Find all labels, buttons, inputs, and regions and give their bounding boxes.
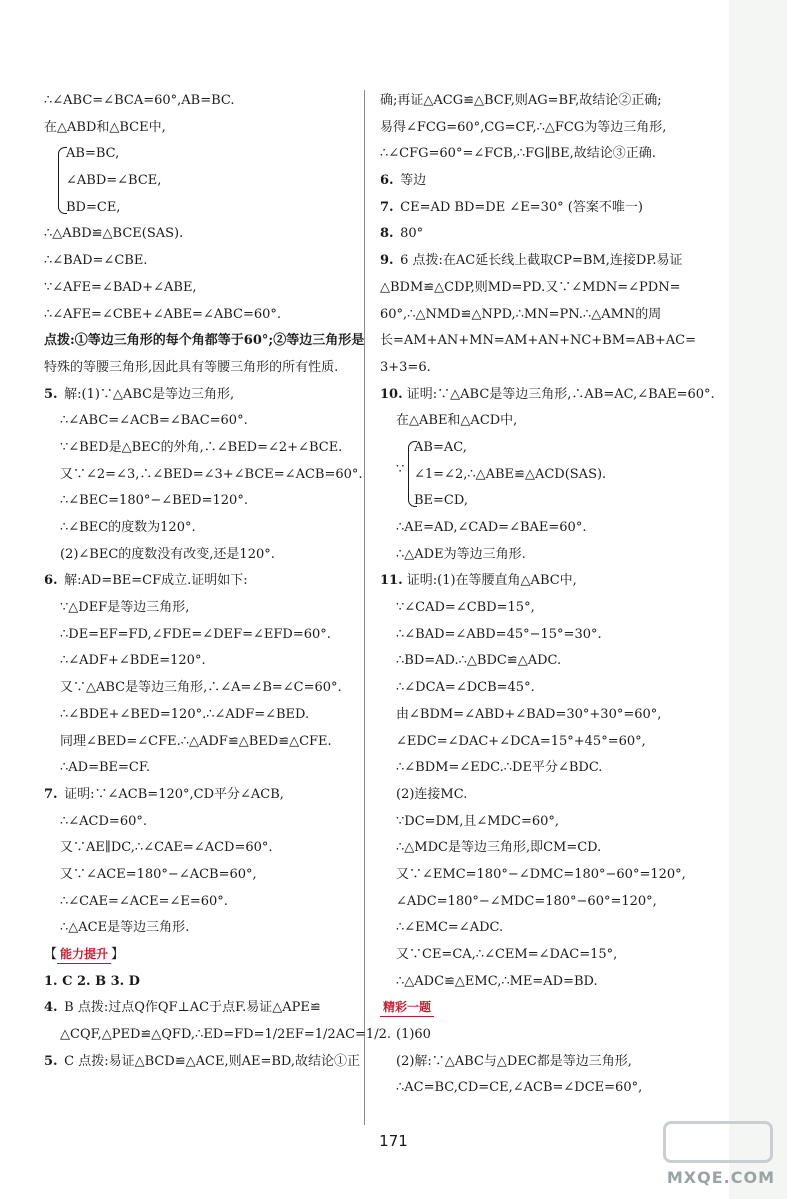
watermark-logo (663, 1123, 783, 1193)
question-7: 7. 证明:∵∠ACB=120°,CD平分∠ACB, (44, 782, 374, 807)
question-6: 6. 解:AD=BE=CF成立.证明如下: (44, 568, 374, 593)
section-header (380, 995, 725, 1020)
question-5b: 5. C 点拨:易证△BCD≌△ACE,则AE=BD,故结论①正 (44, 1049, 374, 1074)
text-line: ∴∠ACD=60°. (60, 813, 147, 829)
text-line: ∴∠BDE+∠BED=120°.∴∠ADF=∠BED. (60, 706, 310, 722)
text-line: ∴∠CFG=60°=∠FCB,∴FG∥BE,故结论③正确. (380, 146, 656, 162)
equation-system (44, 141, 374, 219)
text-line: (2)连接MC. (396, 786, 468, 802)
question-number: 11. (380, 573, 403, 589)
text-line: ∴DE=EF=FD,∠FDE=∠DEF=∠EFD=60°. (60, 626, 331, 642)
question-number: 9. (380, 253, 394, 269)
text-line: ∴△ACE是等边三角形. (60, 920, 190, 936)
text-line: ∴∠BEC=180°−∠BED=120°. (60, 493, 248, 509)
text-line: ∴∠BEC的度数为120°. (60, 520, 196, 535)
text-line: 在△ABE和△ACD中, (396, 413, 518, 429)
because-symbol: ∵ (396, 461, 405, 477)
text-line: 60°,∴△NMD≌△NPD,∴MN=PN.∴△AMN的周 (380, 306, 662, 322)
right-column (380, 88, 725, 1102)
text-line: ∴BD=AD.∴△BDC≌△ADC. (396, 653, 562, 669)
watermark-icon (663, 1121, 773, 1163)
text-line: ∴∠EMC=∠ADC. (396, 920, 504, 936)
text-line: 又∵∠ACE=180°−∠ACB=60°, (60, 866, 257, 882)
equation: AB=BC, (66, 146, 120, 162)
text-line: ∵△DEF是等边三角形, (60, 600, 190, 616)
text-line: ∵DC=DM,且∠MDC=60°, (396, 813, 560, 829)
text-line: △CQF,△PED≌△QFD,∴ED=FD=1/2EF=1/2AC=1/2. (60, 1027, 391, 1043)
equation-system (380, 435, 725, 513)
text-line: (1)60 (396, 1027, 431, 1043)
question-number: 7. (44, 786, 58, 802)
text-line: 同理∠BED=∠CFE.∴△ADF≌△BED≌△CFE. (60, 733, 332, 749)
text-line: 易得∠FCG=60°,CG=CF,∴△FCG为等边三角形, (380, 119, 667, 135)
question-5: 5. 解:(1)∵△ABC是等边三角形, (44, 382, 374, 407)
question-number: 7. (380, 199, 394, 215)
left-column (44, 88, 391, 1075)
text-line: (2)解:∵△ABC与△DEC都是等边三角形, (396, 1053, 632, 1069)
equation: AB=AC, (414, 439, 467, 455)
question-number: 5. (44, 1053, 58, 1069)
section-tag: 精彩一题 (380, 998, 434, 1017)
text-line: 由∠BDM=∠ABD+∠BAD=30°+30°=60°, (396, 706, 662, 722)
text-line: ∴∠BAD=∠CBE. (44, 253, 148, 269)
text-line: ∠ADC=180°−∠MDC=180°−60°=120°, (396, 893, 657, 909)
text-line: 3+3=6. (380, 359, 431, 375)
page-number: 171 (379, 1132, 408, 1150)
text-line: ∴AD=BE=CF. (60, 760, 150, 776)
text-line: 又∵AE∥DC,∴∠CAE=∠ACD=60°. (60, 840, 273, 856)
brace-icon (58, 147, 67, 213)
question-9: 9. 6 点拨:在AC延长线上截取CP=BM,连接DP.易证 (380, 248, 725, 273)
text-line: ∴△ADE为等边三角形. (396, 546, 526, 562)
text-line: ∴∠DCA=∠DCB=45°. (396, 680, 535, 696)
text-line: 又∵∠2=∠3,∴∠BED=∠3+∠BCE=∠ACB=60°. (60, 466, 363, 482)
text-line: ∵∠CAD=∠CBD=15°, (396, 600, 535, 616)
text-line: △BDM≌△CDP,则MD=PD.又∵∠MDN=∠PDN= (380, 279, 681, 295)
text-line: ∴∠AFE=∠CBE+∠ABE=∠ABC=60°. (44, 306, 282, 322)
section-header: 【 能力提升 】 (44, 947, 125, 962)
question-6: 6. 等边 (380, 168, 725, 193)
question-7: 7. CE=AD BD=DE ∠E=30° (答案不唯一) (380, 195, 725, 220)
text-line: 确;再证△ACG≌△BCF,则AG=BF,故结论②正确; (380, 93, 662, 108)
watermark-text: MXQE.COM (666, 1168, 775, 1187)
equation: ∠1=∠2,∴△ABE≌△ACD(SAS). (414, 466, 607, 482)
text-line: ∵∠BED是△BEC的外角,∴∠BED=∠2+∠BCE. (60, 439, 343, 455)
text-line: ∴AC=BC,CD=CE,∠ACB=∠DCE=60°, (396, 1080, 643, 1096)
text-line: ∴∠CAE=∠ACE=∠E=60°. (60, 893, 228, 909)
text-line: ∴△ABD≌△BCE(SAS). (44, 226, 184, 242)
text-line: 又∵∠EMC=180°−∠DMC=180°−60°=120°, (396, 866, 686, 882)
question-8: 8. 80° (380, 221, 725, 246)
brace-icon (408, 441, 417, 507)
text-line: ∴∠ABC=∠BCA=60°,AB=BC. (44, 93, 235, 108)
text-line: 又∵△ABC是等边三角形,∴∠A=∠B=∠C=60°. (60, 680, 342, 696)
text-line: 在△ABD和△BCE中, (44, 119, 166, 135)
text-line: ∵∠AFE=∠BAD+∠ABE, (44, 279, 197, 295)
text-line: ∴△MDC是等边三角形,即CM=CD. (396, 840, 602, 856)
hint-line: 特殊的等腰三角形,因此具有等腰三角形的所有性质. (44, 359, 339, 375)
question-number: 6. (44, 573, 58, 589)
question-number: 5. (44, 386, 58, 402)
text-line: ∴∠BAD=∠ABD=45°−15°=30°. (396, 626, 602, 642)
question-number: 10. (380, 386, 403, 402)
equation: ∠ABD=∠BCE, (66, 173, 162, 189)
section-tag: 能力提升 (57, 945, 111, 964)
equation: BD=CE, (66, 199, 121, 215)
page-edge-shadow (729, 0, 787, 1199)
text-line: 长=AM+AN+MN=AM+AN+NC+BM=AB+AC= (380, 333, 696, 349)
question-4: 4. B 点拨:过点Q作QF⊥AC于点F.易证△APE≌ (44, 995, 374, 1020)
text-line: ∴∠BDM=∠EDC.∴DE平分∠BDC. (396, 760, 603, 776)
question-10: 10. 证明:∵△ABC是等边三角形,∴AB=AC,∠BAE=60°. (380, 382, 725, 407)
question-number: 6. (380, 173, 394, 189)
question-number: 8. (380, 226, 394, 242)
text-line: ∠EDC=∠DAC+∠DCA=15°+45°=60°, (396, 733, 646, 749)
text-line: 又∵CE=CA,∴∠CEM=∠DAC=15°, (396, 947, 618, 962)
text-line: ∴△ADC≌△EMC,∴ME=AD=BD. (396, 973, 598, 989)
text-line: ∴∠ABC=∠ACB=∠BAC=60°. (60, 413, 248, 429)
equation: BE=CD, (414, 493, 468, 509)
text-line: (2)∠BEC的度数没有改变,还是120°. (60, 546, 275, 562)
hint-line: 点拨:①等边三角形的每个角都等于60°;②等边三角形是 (44, 333, 365, 349)
question-number: 4. (44, 1000, 58, 1016)
text-line: ∴AE=AD,∠CAD=∠BAE=60°. (396, 520, 587, 535)
text-line: ∴∠ADF+∠BDE=120°. (60, 653, 206, 669)
question-11: 11. 证明:(1)在等腰直角△ABC中, (380, 568, 725, 593)
answers-1-3: 1. C 2. B 3. D (44, 973, 140, 989)
